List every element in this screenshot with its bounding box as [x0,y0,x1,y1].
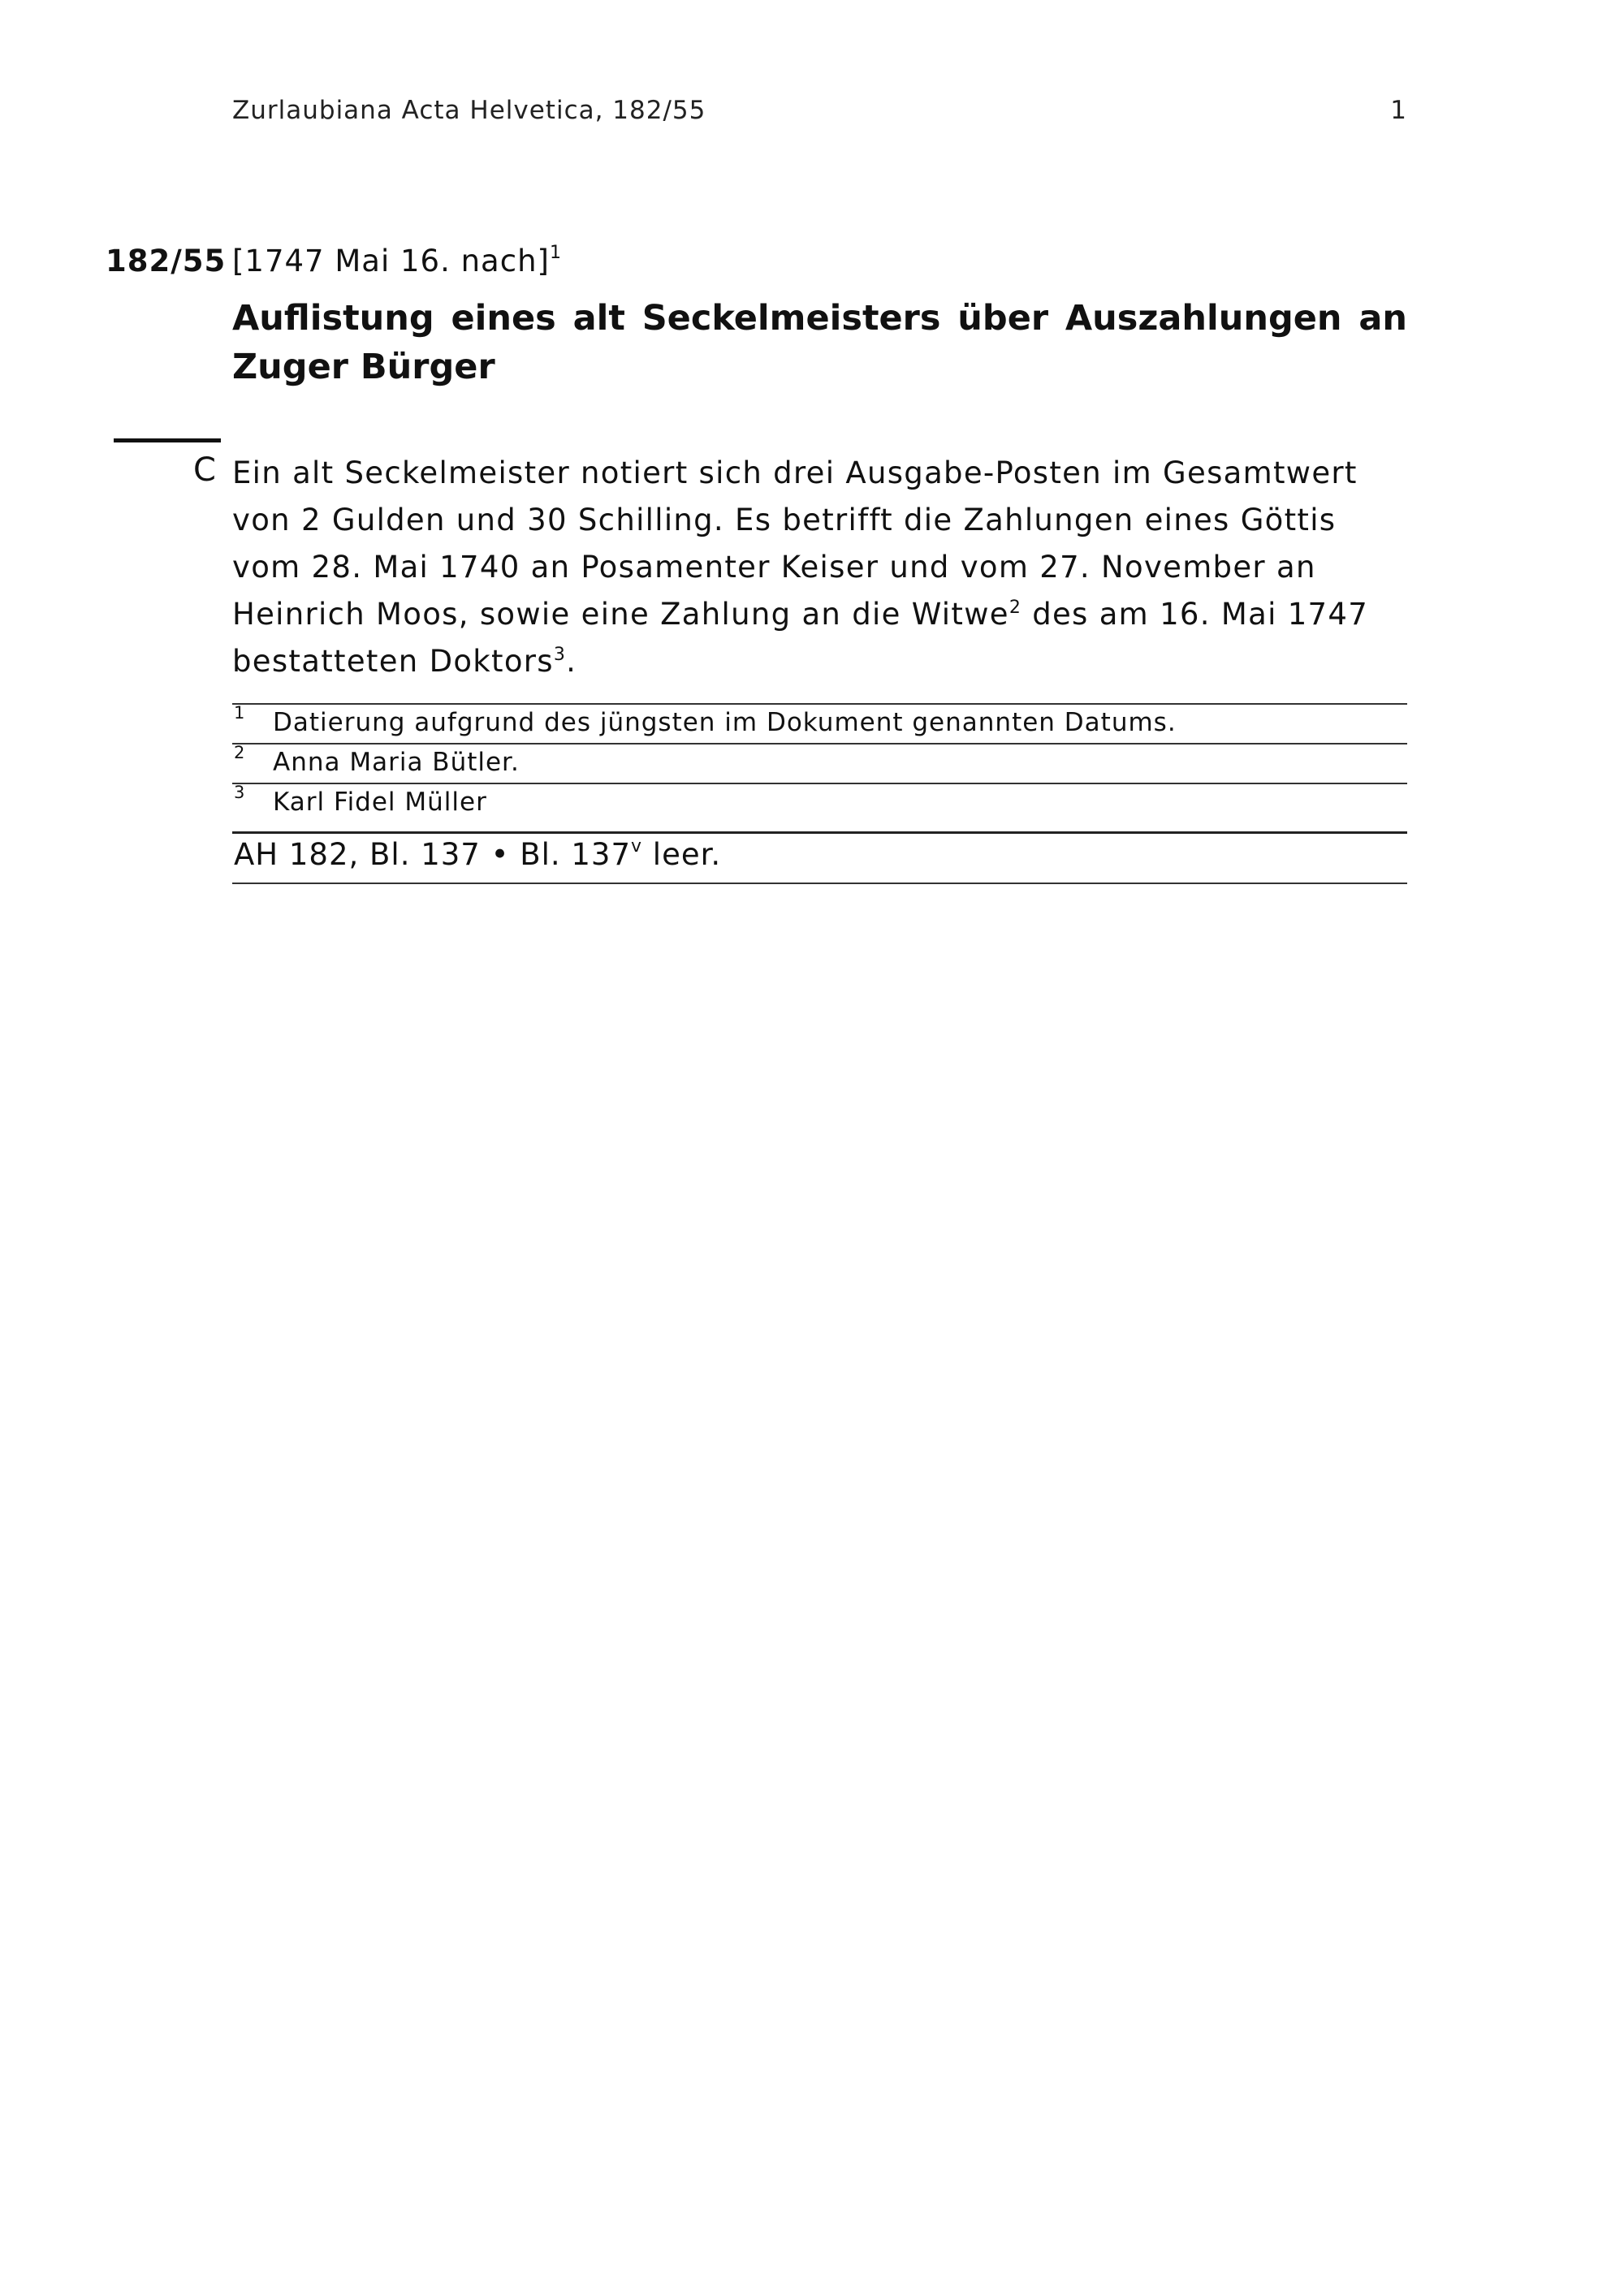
source-text-part-1: AH 182, Bl. 137 • Bl. 137 [234,837,631,872]
text-siglum: C [193,451,216,489]
verso-mark: v [631,836,643,857]
footnote-text: Karl Fidel Müller [273,788,487,817]
summary-text-part-1: Ein alt Seckelmeister notiert sich drei Ausgabe-Posten im Gesamtwert von 2 Gulden und 30 Schilling. Es betrifft die Zahlungen eines Göttis vom 28. Mai 1740 an Posamenter Keiser und vom 27. November an Heinrich Moos, sowie eine Zahlung an die Witwe [232,455,1358,632]
document-summary [232,450,1407,685]
footnote-mark: 2 [234,743,246,762]
document-title: Auflistung eines alt Seckelmeisters über Auszahlungen an Zuger Bürger [232,298,1407,387]
source-text-part-2: leer. [642,837,722,872]
document-date-text: [1747 Mai 16. nach] [232,244,550,278]
footnote-ref: 1 [549,243,562,263]
footnote-text: Datierung aufgrund des jüngsten im Dokument genannten Datums. [273,708,1177,737]
footnote-ref: 2 [1009,598,1022,618]
document-number: 182/55 [106,244,227,278]
document-date [232,244,562,278]
footnotes [232,703,1407,822]
footnote-ref: 3 [553,645,567,665]
footnote-mark: 1 [234,703,246,723]
margin-rule [114,438,221,442]
footnote [232,703,1407,743]
summary-text-part-3: . [566,644,577,679]
summary-text-part-2: des am 16. Mai 1747 bestatteten Doktors [232,597,1369,679]
source-reference [232,831,1407,884]
footnote [232,743,1407,783]
footnote-mark: 3 [234,783,246,802]
source-line [234,837,721,872]
footnote-text: Anna Maria Bütler. [273,748,520,777]
page-number: 1 [1390,96,1407,125]
running-title: Zurlaubiana Acta Helvetica, 182/55 [232,96,706,125]
running-header [232,96,1407,125]
footnote [232,783,1407,822]
